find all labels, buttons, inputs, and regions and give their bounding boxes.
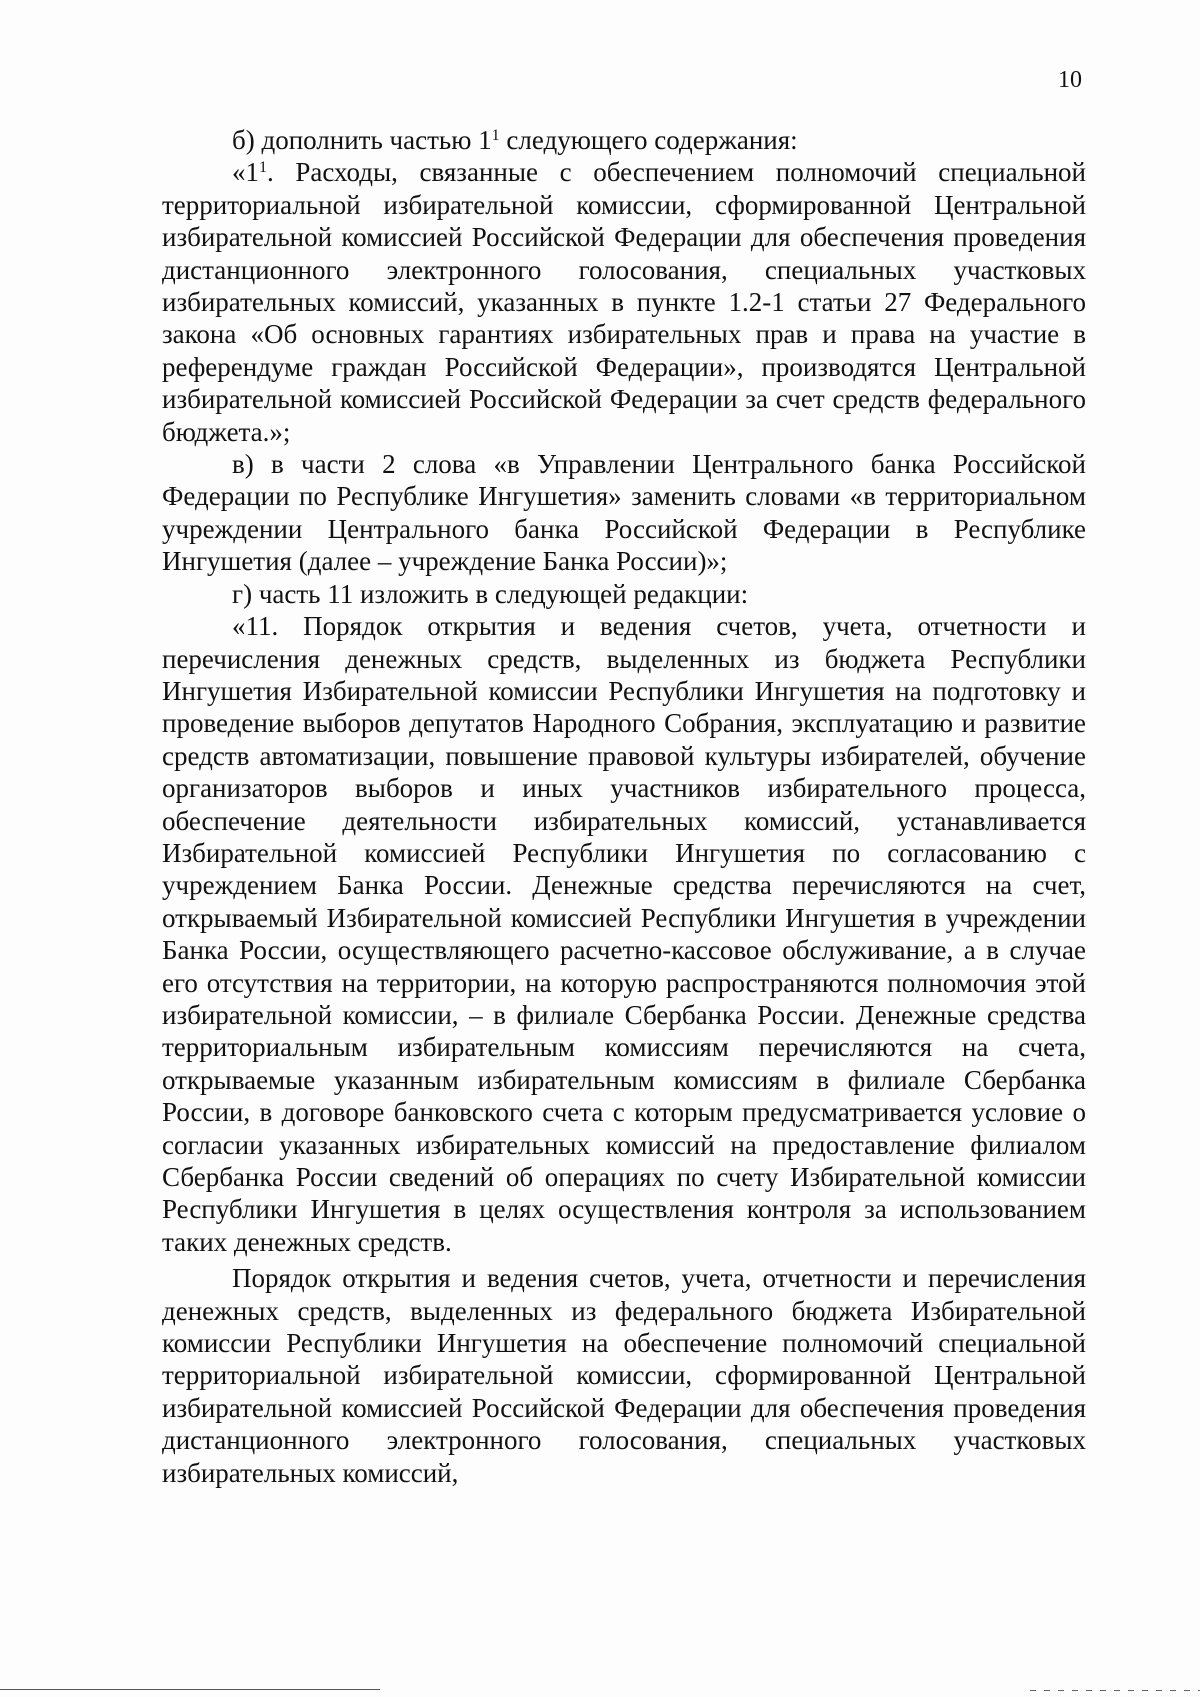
paragraph-text: следующего содержания: — [499, 125, 798, 155]
superscript: 1 — [491, 127, 500, 144]
scan-edge-line-dashed — [1030, 1690, 1200, 1691]
paragraph-text: . Расходы, связанные с обеспечением полномочий специальной территориальной избирательной комиссии, сформированной Центральной избирательной комиссией Российской Федерации для обеспечения проведения дистанционного электронного голосования, специальных участковых избирательных комиссий, указанных в пункте 1.2-1 статьи 27 Федерального закона «Об основных гарантиях избирательных прав и права на участие в референдуме граждан Российской Федерации», производятся Центральной избирательной комиссией Российской Федерации за счет средств федерального бюджета.»; — [162, 157, 1086, 447]
paragraph-procedure: Порядок открытия и ведения счетов, учета, отчетности и перечисления денежных средств, выделенных из федерального бюджета Избирательной комиссии Республики Ингушетия на обеспечение полномочий специальной территориальной избирательной комиссии, сформированной Центральной избирательной комиссией Российской Федерации для обеспечения проведения дистанционного электронного голосования, специальных участковых избирательных комиссий, — [162, 1263, 1086, 1488]
paragraph-part-1-1 — [162, 156, 1086, 448]
superscript: 1 — [259, 159, 267, 177]
paragraph-text: «1 — [232, 157, 259, 188]
paragraph-amendment-v: в) в части 2 слова «в Управлении Центрального банка Российской Федерации по Республике Ингушетия» заменить словами «в территориальном учреждении Центрального банка Российской Федерации в Республике Ингушетия (далее – учреждение Банка России)»; — [162, 449, 1086, 577]
scan-edge-line — [0, 1689, 380, 1690]
paragraph-part-11: «11. Порядок открытия и ведения счетов, учета, отчетности и перечисления денежных средств, выделенных из бюджета Республики Ингушетия Избирательной комиссии Республики Ингушетия на подготовку и проведение выборов депутатов Народного Собрания, эксплуатацию и развитие средств автоматизации, повышение правовой культуры избирателей, обучение организаторов выборов и иных участников избирательного процесса, обеспечение деятельности избирательных комиссий, устанавливается Избирательной комиссией Республики Ингушетия по согласованию с учреждением Банка России. Денежные средства перечисляются на счет, открываемый Избирательной комиссией Республики Ингушетия в учреждении Банка России, осуществляющего расчетно-кассовое обслуживание, а в случае его отсутствия на территории, на которую распространяются полномочия этой избирательной комиссии, – в филиале Сбербанка России. Денежные средства территориальным избирательным комиссиям перечисляются на счета, открываемые указанным избирательным комиссиям в филиале Сбербанка России, в договоре банковского счета с которым предусматривается условие о согласии указанных избирательных комиссий на предоставление филиалом Сбербанка России сведений об операциях по счету Избирательной комиссии Республики Ингушетия в целях осуществления контроля за использованием таких денежных средств. — [162, 611, 1086, 1257]
document-body — [162, 124, 1086, 1489]
paragraph-text: б) дополнить частью 1 — [232, 125, 492, 155]
paragraph-amendment-g: г) часть 11 изложить в следующей редакции: — [232, 578, 749, 609]
paragraph-amendment-b — [162, 124, 1086, 156]
page-number: 10 — [1058, 67, 1082, 93]
